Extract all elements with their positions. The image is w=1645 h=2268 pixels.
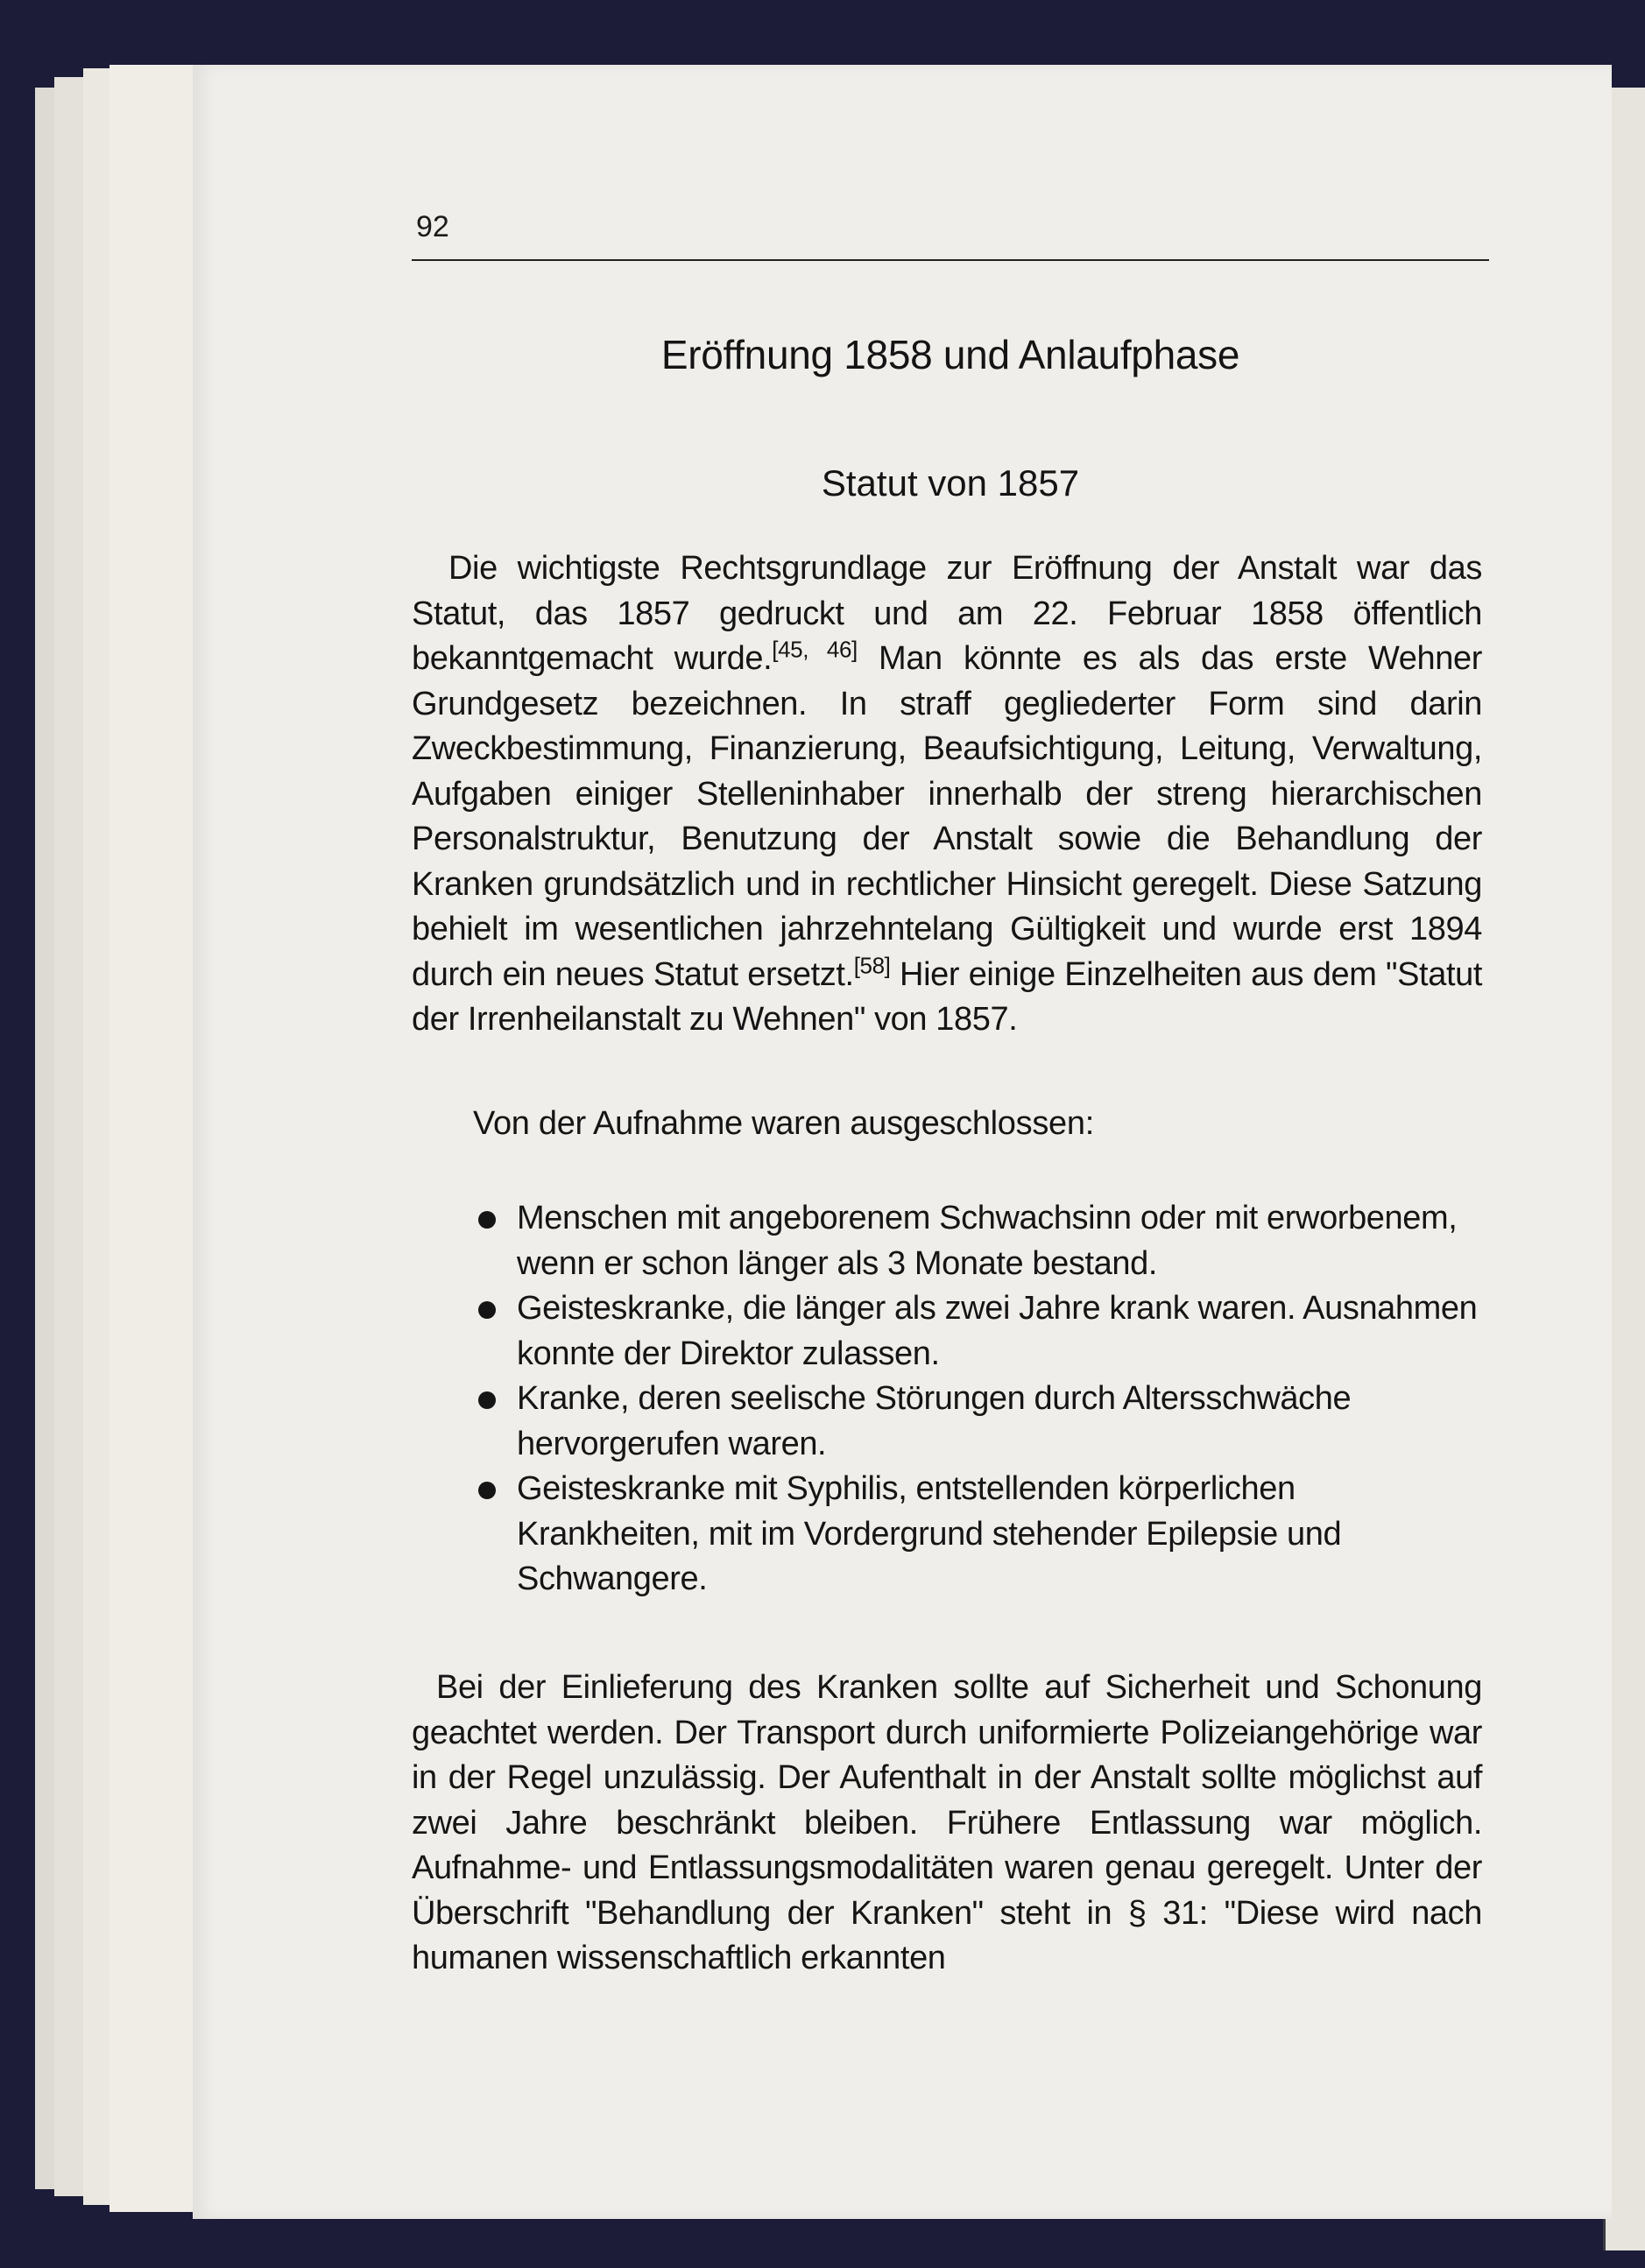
exclusion-heading: Von der Aufnahme waren ausgeschlossen: [473,1105,1094,1142]
header-rule [412,259,1489,261]
bullet-icon [478,1391,496,1409]
bullet-icon [478,1211,496,1229]
list-item-text: Menschen mit angeborenem Schwachsinn oder mit erworbenem, wenn er schon länger als 3 Monate bestand. [517,1200,1458,1282]
paragraph-text: Bei der Einlieferung des Kranken sollte auf Sicherheit und Schonung geachtet werden. Der Transport durch uniformierte Polizeiangehörige war in der Regel unzulässig. Der Aufenthalt in der Anstalt sollte möglichst auf zwei Jahre beschränkt bleiben. Frühere Entlassung war möglich. Aufnahme- und Entlassungsmodalitäten waren genau geregelt. Unter der Überschrift "Behandlung der Kranken" steht in § 31: "Diese wird nach humanen wissenschaftlich erkannten [412,1669,1482,1976]
list-item-text: Geisteskranke, die länger als zwei Jahre krank waren. Ausnahmen konnte der Direktor zulassen. [517,1290,1478,1372]
exclusion-list [473,1196,1480,1602]
list-item-text: Geisteskranke mit Syphilis, entstellenden körperlichen Krankheiten, mit im Vordergrund stehender Epilepsie und Schwangere. [517,1470,1342,1597]
reference-marker: [45, 46] [772,636,858,663]
list-item [473,1467,1480,1602]
reference-marker: [58] [853,951,891,978]
paragraph-text: Hier einige Einzelheiten aus dem "Statut der Irrenheilanstalt zu Wehnen" von 1857. [412,955,1482,1038]
chapter-title: Eröffnung 1858 und Anlaufphase [660,332,1240,377]
paragraph-text [412,550,1482,1038]
list-item-text: Kranke, deren seelische Störungen durch Altersschwäche hervorgerufen waren. [517,1380,1352,1462]
paragraph-text: Die wichtigste Rechtsgrundlage zur Eröffnung der Anstalt war das Statut, das 1857 gedruckt und am 22. Februar 1858 öffentlich bekanntgemacht wurde. [412,550,1482,677]
page-number: 92 [416,210,449,243]
bullet-icon [478,1482,496,1499]
paragraph-admission [412,1666,1482,1982]
bullet-icon [478,1301,496,1319]
paragraph-statute-intro [412,546,1482,1043]
list-item [473,1286,1480,1377]
list-item [473,1377,1480,1467]
paragraph-text: Man könnte es als das erste Wehner Grundgesetz bezeichnen. In straff gegliederter Form sind darin Zweckbestimmung, Finanzierung, Beaufsichtigung, Leitung, Verwaltung, Aufgaben einiger Stelleninhaber innerhalb der streng hierarchischen Personalstruktur, Benutzung der Anstalt sowie die Behandlung der Kranken grundsätzlich und in rechtlicher Hinsicht geregelt. Diese Satzung behielt im wesentlichen jahrzehntelang Gültigkeit und wurde erst 1894 durch ein neues Statut ersetzt. [412,640,1482,993]
list-item [473,1196,1480,1286]
section-title: Statut von 1857 [821,462,1080,504]
